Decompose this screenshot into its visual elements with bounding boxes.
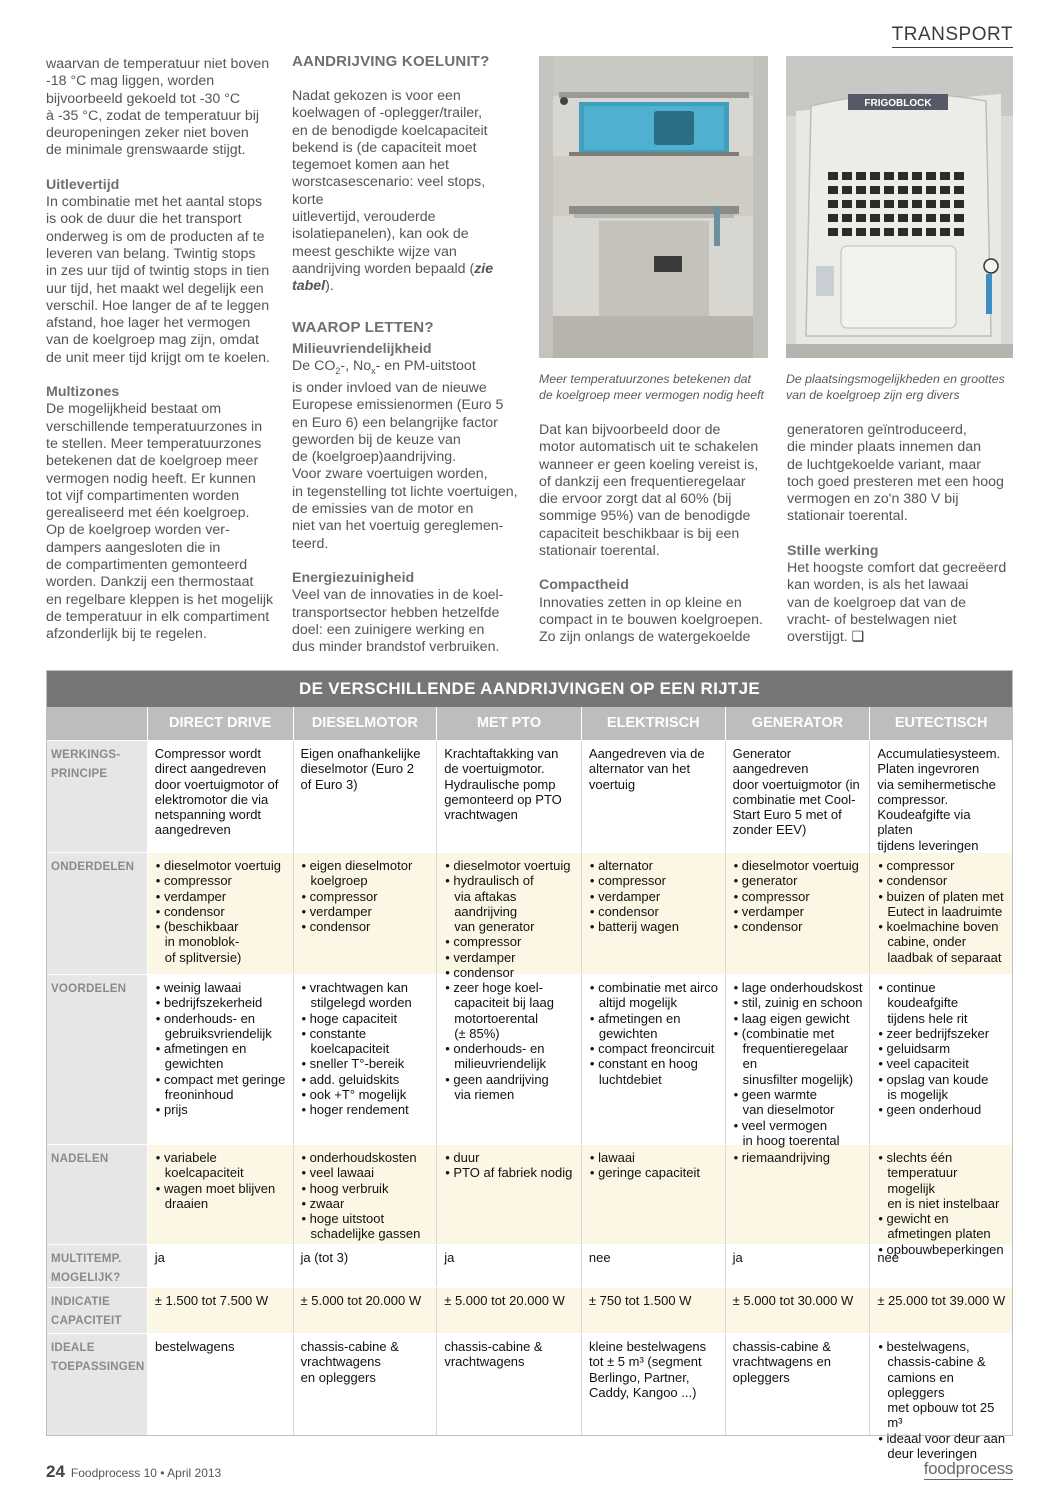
table-cell: ja (tot 3) [294, 1245, 438, 1287]
paragraph-energie: Veel van de innovaties in de koel- transportsector hebben hetzelfde doel: een zuinigere werking en dus minder brandstof verbruiken. [292, 587, 504, 656]
table-cell: bestelwagens [148, 1334, 294, 1435]
table-cell: Compressor wordt direct aangedreven door voertuigmotor of elektromotor die via netspanning wordt aangedreven [148, 741, 294, 852]
photo-caption-2: De plaatsingsmogelijkheden en groottes van de koelgroep zijn erg divers [786, 372, 1005, 402]
list-item: • geen onderhoud [877, 1102, 1008, 1117]
list-item: • condensor [589, 904, 721, 919]
list-item: • alternator [589, 858, 721, 873]
table-cell [582, 975, 726, 1144]
table-cell: Aangedreven via de alternator van het voertuig [582, 741, 726, 852]
table-row [47, 1287, 1012, 1333]
list-item: • compressor [301, 889, 433, 904]
page-number: 24 [46, 1462, 65, 1481]
list-item: • ook +T° mogelijk [301, 1087, 433, 1102]
list-item: • add. geluidskits [301, 1072, 433, 1087]
table-cell [437, 975, 582, 1144]
heading-stille: Stille werking [787, 542, 879, 559]
list-item: • lawaai [589, 1150, 721, 1165]
list-item: • onderhouds- en milieuvriendelijk [444, 1041, 577, 1072]
list-item: • stil, zuinig en schoon [733, 995, 866, 1010]
list-item: • condensor [301, 919, 433, 934]
list-item: • gewicht en afmetingen platen [877, 1211, 1008, 1242]
list-item: • compressor [444, 934, 577, 949]
list-item: • slechts één temperatuur mogelijk en is niet instelbaar [877, 1150, 1008, 1211]
list-item: • zwaar [301, 1196, 433, 1211]
list-item: • hoog verbruik [301, 1181, 433, 1196]
list-item: • compressor [155, 873, 289, 888]
list-item: • verdamper [301, 904, 433, 919]
list-item: • geluidsarm [877, 1041, 1008, 1056]
paragraph-generatoren: generatoren geïntroduceerd, die minder plaats innemen dan de luchtgekoelde variant, maar toch goed presteren met een hoog vermogen en zo'n 380 V bij stationair toerental. [787, 422, 1004, 525]
list-item: • zeer hoge koel- capaciteit bij laag motortoerental (± 85%) [444, 980, 577, 1041]
frigoblock-label: FRIGOBLOCK [864, 98, 932, 109]
list-item: • veel lawaai [301, 1165, 433, 1180]
paragraph-aandrijving: Nadat gekozen is voor een koelwagen of -oplegger/trailer, en de benodigde koelcapaciteit bekend is (de capaciteit moet tegemoet komen aan het worstcasescenario: veel stops, korte uitlevertijd, verouderde isolatiepanelen), kan ook de meest geschikte wijze van aandrijving worden bepaald (zie tabel). [292, 88, 494, 295]
list-item: • condensor [877, 873, 1008, 888]
heading-uitlevertijd: Uitlevertijd [46, 176, 120, 193]
table-cell [870, 975, 1012, 1144]
table-cell [726, 975, 871, 1148]
table-cell: nee [582, 1245, 726, 1287]
column-header: GENERATOR [726, 707, 871, 740]
list-item: • weinig lawaai [155, 980, 289, 995]
list-item: • dieselmotor voertuig [155, 858, 289, 873]
list-item: • combinatie met airco altijd mogelijk [589, 980, 721, 1011]
list-item: • compact freoncircuit [589, 1041, 721, 1056]
paragraph-uitlevertijd: In combinatie met het aantal stops is ook de duur die het transport onderweg is om de producten af te leveren van belang. Twintig stops in zes uur tijd of twintig stops in tien uur tijd, het maakt wel degelijk een verschil. Hoe langer de af te leggen afstand, hoe lager het vermogen van de koelgroep mag zijn, omdat de unit meer tijd krijgt om te koelen. [46, 194, 270, 366]
list-item: • compressor [589, 873, 721, 888]
list-item: • verdamper [733, 904, 866, 919]
table-cell [294, 853, 438, 974]
table-cell: ± 5.000 tot 30.000 W [726, 1288, 871, 1333]
list-item: • hoge capaciteit [301, 1011, 433, 1026]
row-header: INDICATIE CAPACITEIT [47, 1288, 148, 1333]
table-cell [726, 1145, 871, 1244]
paragraph-compact: Innovaties zetten in op kleine en compact in te bouwen koelgroepen. Zo zijn onlangs de watergekoelde [539, 594, 763, 646]
list-item: • (combinatie met frequentieregelaar en sinusfilter mogelijk) [733, 1026, 866, 1087]
table-cell: chassis-cabine & vrachtwagens en opleggers [294, 1334, 438, 1435]
list-item: • riemaandrijving [733, 1150, 866, 1165]
list-item: • variabele koelcapaciteit [155, 1150, 289, 1181]
list-item: • constant en hoog luchtdebiet [589, 1056, 721, 1087]
row-header: MULTITEMP. MOGELIJK? [47, 1245, 148, 1287]
list-item: • compressor [877, 858, 1008, 873]
table-title: DE VERSCHILLENDE AANDRIJVINGEN OP EEN RIJTJE [47, 671, 1012, 707]
table-cell: ± 5.000 tot 20.000 W [294, 1288, 438, 1333]
paragraph-stille: Het hoogste comfort dat gecreëerd kan worden, is als het lawaai van de koelgroep dat van de vracht- of bestelwagen niet overstijgt. ❑ [787, 560, 1007, 646]
list-item: • wagen moet blijven draaien [155, 1181, 289, 1212]
table-cell [148, 975, 294, 1144]
paragraph-motor: Dat kan bijvoorbeeld door de motor automatisch uit te schakelen wanneer er geen koeling vereist is, of dankzij een frequentieregelaar die ervoor zorgt dat al 60% (bij sommige 95%) van de benodigde capaciteit beschikbaar is bij een stationair toerental. [539, 422, 759, 560]
issue-label: Foodprocess 10 • April 2013 [70, 1466, 222, 1480]
text-column-4 [787, 422, 1015, 647]
column-header: DIRECT DRIVE [148, 707, 294, 740]
photo-evaporators [539, 56, 768, 358]
list-item: • hydraulisch of via aftakas aandrijving van generator [444, 873, 577, 934]
heading-energie: Energiezuinigheid [292, 569, 415, 586]
list-item: • koelmachine boven cabine, onder laadbak of separaat [877, 919, 1008, 965]
table-cell [870, 1334, 1012, 1462]
list-item: • generator [733, 873, 866, 888]
table-row [47, 1144, 1012, 1257]
list-item: • verdamper [155, 889, 289, 904]
column-header: ELEKTRISCH [582, 707, 726, 740]
list-item: • laag eigen gewicht [733, 1011, 866, 1026]
table-cell: ± 1.500 tot 7.500 W [148, 1288, 294, 1333]
table-cell [870, 853, 1012, 974]
table-cell: chassis-cabine & vrachtwagens [437, 1334, 582, 1435]
table-row [47, 1244, 1012, 1287]
list-item: • veel capaciteit [877, 1056, 1008, 1071]
table-cell [582, 1145, 726, 1244]
table-cell [294, 975, 438, 1144]
text-column-1 [46, 56, 274, 644]
list-item: • (beschikbaar in monoblok- of splitversie) [155, 919, 289, 965]
list-item: • condensor [444, 965, 577, 980]
table-cell [437, 853, 582, 981]
list-item: • lage onderhoudskost [733, 980, 866, 995]
table-cell [870, 1145, 1012, 1257]
list-item: • geen warmte van dieselmotor [733, 1087, 866, 1118]
list-item: • eigen dieselmotor koelgroep [301, 858, 433, 889]
list-item: • prijs [155, 1102, 289, 1117]
row-header: ONDERDELEN [47, 853, 148, 974]
list-item: • bestelwagens, chassis-cabine & camions en opleggers met opbouw tot 25 m³ [877, 1339, 1008, 1431]
table-cell: ± 25.000 tot 39.000 W [877, 1293, 1006, 1308]
list-item: • zeer bedrijfszeker [877, 1026, 1008, 1041]
table-cell: nee [877, 1250, 900, 1265]
table-cell: ja [148, 1245, 294, 1287]
list-item: • duur [444, 1150, 577, 1165]
table-cell: ± 750 tot 1.500 W [582, 1288, 726, 1333]
heading-aandrijving: AANDRIJVING KOELUNIT? [292, 53, 490, 70]
list-item: • onderhouds- en gebruiksvriendelijk [155, 1011, 289, 1042]
row-header: NADELEN [47, 1145, 148, 1244]
list-item: • compressor [733, 889, 866, 904]
table-cell [582, 853, 726, 974]
table-cell [294, 1145, 438, 1244]
list-item: • compact met geringe freoninhoud [155, 1072, 289, 1103]
column-header: MET PTO [437, 707, 582, 740]
footer-brand: foodprocess [923, 1459, 1013, 1478]
row-header: VOORDELEN [47, 975, 148, 1144]
table-row [47, 740, 1012, 852]
table-header-corner [47, 707, 148, 740]
table-cell: kleine bestelwagens tot ± 5 m³ (segment Berlingo, Partner, Caddy, Kangoo ...) [582, 1334, 726, 1435]
heading-milieu: Milieuvriendelijkheid [292, 340, 432, 357]
list-item: • condensor [155, 904, 289, 919]
column-header: EUTECTISCH [894, 715, 988, 731]
table-cell: Generator aangedreven door voertuigmotor (in combinatie met Cool- Start Euro 5 met of zonder EEV) [726, 741, 871, 852]
end-mark-icon: ❑ [851, 629, 865, 646]
list-item: • verdamper [444, 950, 577, 965]
list-item: • sneller T°-bereik [301, 1056, 433, 1071]
list-item: • veel vermogen in hoog toerental [733, 1118, 866, 1149]
list-item: • opslag van koude is mogelijk [877, 1072, 1008, 1103]
list-item: • constante koelcapaciteit [301, 1026, 433, 1057]
list-item: • dieselmotor voertuig [444, 858, 577, 873]
list-item: • vrachtwagen kan stilgelegd worden [301, 980, 433, 1011]
photo-caption-1: Meer temperatuurzones betekenen dat de koelgroep meer vermogen nodig heeft [539, 372, 764, 402]
photo-frigoblock-unit [786, 56, 1013, 358]
list-item: • continue koudeafgifte tijdens hele rit [877, 980, 1008, 1026]
table-cell: chassis-cabine & vrachtwagens en opleggers [726, 1334, 871, 1435]
table-row [47, 1333, 1012, 1462]
list-item: • batterij wagen [589, 919, 721, 934]
table-cell: Krachtaftakking van de voertuigmotor. Hydraulische pomp gemonteerd op PTO vrachtwagen [437, 741, 582, 852]
text-column-2 [292, 52, 520, 656]
table-row [47, 852, 1012, 981]
row-header: IDEALE TOEPASSINGEN [47, 1334, 148, 1435]
paragraph-multizones: De mogelijkheid bestaat om verschillende temperatuurzones in te stellen. Meer temperatuurzones betekenen dat de koelgroep meer vermogen nodig heeft. Er kunnen tot vijf compartimenten worden gerealiseerd met één koelgroep. Op de koelgroep worden ver- dampers aangesloten die in de compartimenten gemonteerd worden. Dankzij een thermostaat en regelbare kleppen is het mogelijk de temperatuur in elk compartiment afzonderlijk bij te regelen. [46, 401, 274, 643]
table-reference: zie tabel [292, 260, 494, 295]
row-header: WERKINGS- PRINCIPE [47, 741, 148, 852]
list-item: • geen aandrijving via riemen [444, 1072, 577, 1103]
list-item: • dieselmotor voertuig [733, 858, 866, 873]
table-cell: Eigen onafhankelijke dieselmotor (Euro 2 of Euro 3) [294, 741, 438, 852]
text-column-3 [539, 422, 767, 647]
table-cell [148, 853, 294, 974]
table-cell [726, 853, 871, 974]
list-item: • PTO af fabriek nodig [444, 1165, 577, 1180]
heading-multizones: Multizones [46, 384, 120, 401]
list-item: • ideaal voor deur aan deur leveringen [877, 1431, 1008, 1462]
list-item: • afmetingen en gewichten [589, 1011, 721, 1042]
table-cell: Accumulatiesysteem. Platen ingevroren via semihermetische compressor. Koudeafgifte via platen tijdens leveringen [877, 746, 1001, 853]
section-label: TRANSPORT [892, 24, 1013, 48]
paragraph-milieu: De $CO_2-$, $No_x-$ en PM-uitstoot is onder invloed van de nieuwe Europese emissienormen (Euro 5 en Euro 6) een belangrijke factor geworden bij de keuze van de (koelgroep)aandrijving. Voor zware voertuigen worden, in tegenstelling tot lichte voertuigen, de emissies van de motor en niet van het voertuig gereglemen- teerd. [292, 357, 518, 552]
paragraph-intro: waarvan de temperatuur niet boven -18 °C mag liggen, worden bijvoorbeeld gekoeld tot -30 °C à -35 °C, zodat de temperatuur bij deuropeningen zeker niet boven de minimale grenswaarde stijgt. [46, 56, 270, 159]
table-cell: ja [726, 1245, 871, 1287]
list-item: • hoge uitstoot schadelijke gassen [301, 1211, 433, 1242]
list-item: • buizen of platen met Eutect in laadruimte [877, 889, 1008, 920]
comparison-table [46, 670, 1013, 1462]
heading-compact: Compactheid [539, 577, 629, 594]
list-item: • bedrijfszekerheid [155, 995, 289, 1010]
table-row [47, 974, 1012, 1148]
table-cell: ± 5.000 tot 20.000 W [437, 1288, 582, 1333]
list-item: • verdamper [589, 889, 721, 904]
list-item: • geringe capaciteit [589, 1165, 721, 1180]
heading-waarop: WAAROP LETTEN? [292, 318, 434, 336]
list-item: • opbouwbeperkingen [877, 1242, 1008, 1257]
table-header-row [47, 707, 1012, 740]
table-cell [148, 1145, 294, 1244]
list-item: • condensor [733, 919, 866, 934]
list-item: • hoger rendement [301, 1102, 433, 1117]
list-item: • afmetingen en gewichten [155, 1041, 289, 1072]
table-cell: ja [437, 1245, 582, 1287]
footer-issue [46, 1462, 221, 1482]
table-cell [437, 1145, 582, 1244]
list-item: • onderhoudskosten [301, 1150, 433, 1165]
column-header: DIESELMOTOR [294, 707, 438, 740]
